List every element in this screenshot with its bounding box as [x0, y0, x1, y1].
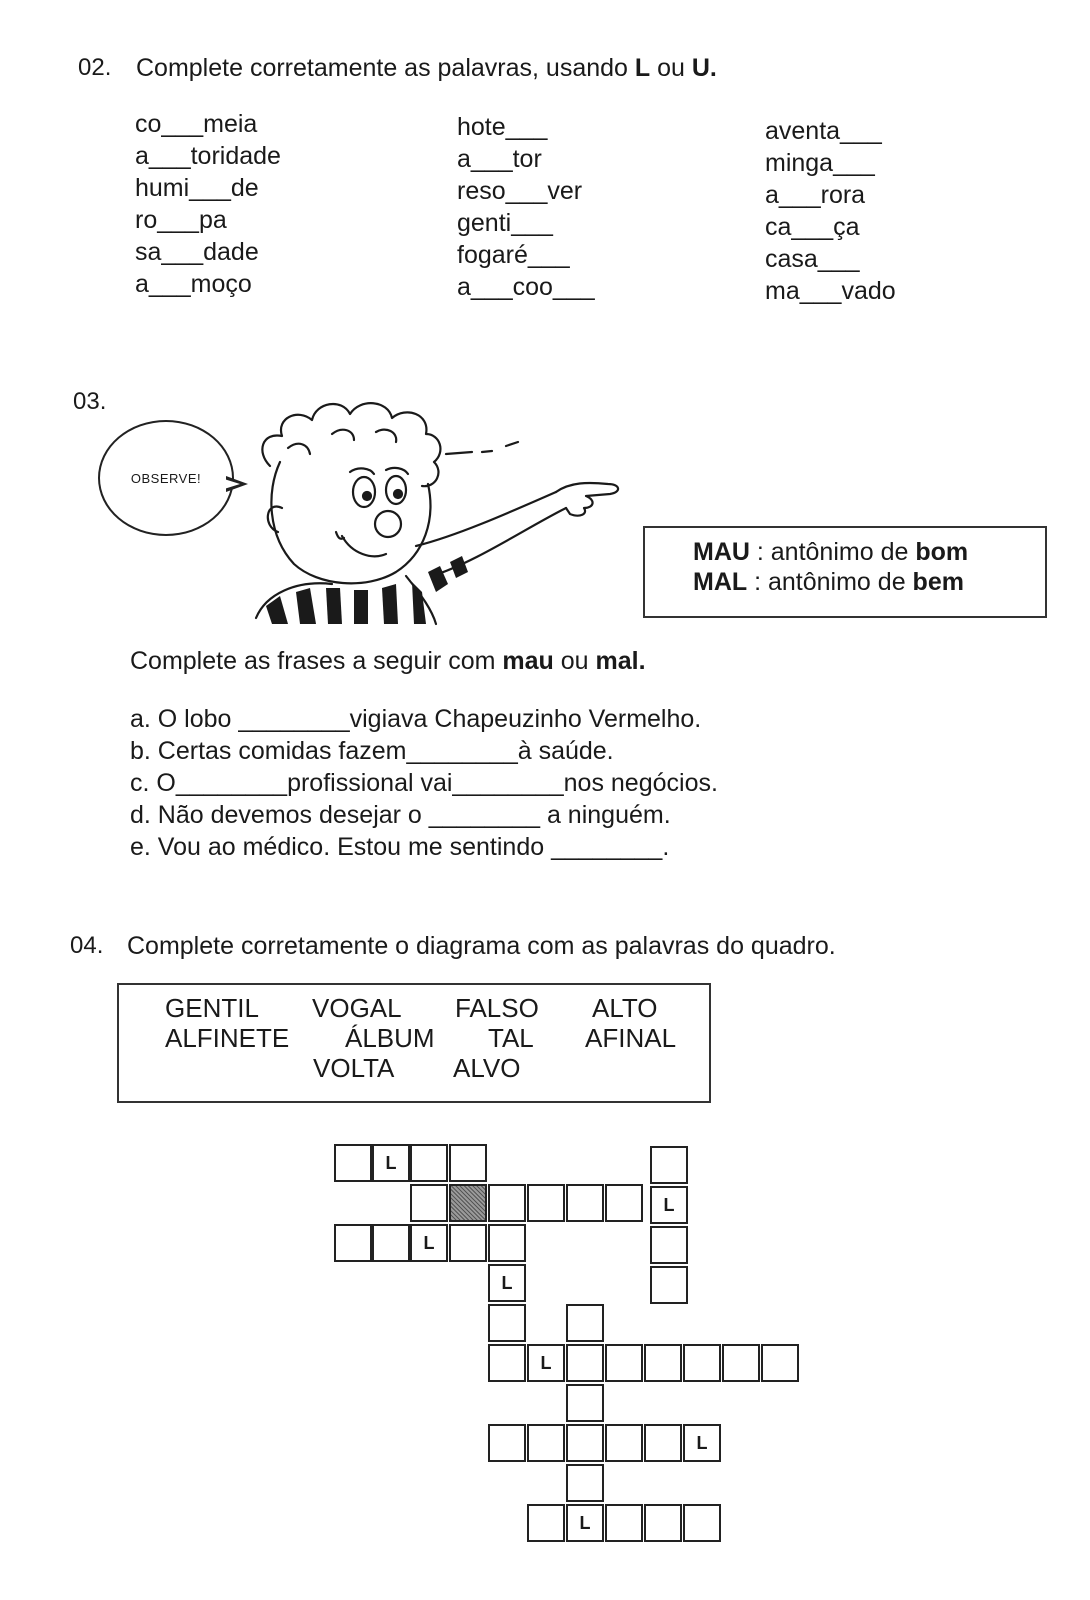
word-item: a___coo___ [457, 273, 595, 301]
q2-instruction-pre: Complete corretamente as palavras, usando [136, 54, 635, 82]
bom-word: bom [915, 538, 969, 566]
word-item: ca___ça [765, 213, 860, 241]
pointing-hand-icon [556, 483, 618, 516]
crossword-cell-given[interactable]: L [683, 1424, 721, 1462]
crossword-cell[interactable] [527, 1504, 565, 1542]
pointing-boy-illustration [236, 396, 646, 626]
word-bank-item: AFINAL [585, 1023, 677, 1053]
crossword-cell[interactable] [527, 1424, 565, 1462]
crossword-cell[interactable] [410, 1184, 448, 1222]
crossword-cell-given[interactable]: L [372, 1144, 410, 1182]
crossword-cell[interactable] [644, 1424, 682, 1462]
hair-icon [262, 403, 440, 486]
q3-word-mal: mal. [595, 647, 646, 675]
crossword-cell[interactable] [527, 1184, 565, 1222]
crossword-cell-given[interactable]: L [527, 1344, 565, 1382]
crossword-cell[interactable] [722, 1344, 760, 1382]
crossword-cell[interactable] [650, 1266, 688, 1304]
crossword-cell[interactable] [683, 1344, 721, 1382]
crossword-cell[interactable] [605, 1184, 643, 1222]
crossword-cell-given[interactable]: L [410, 1224, 448, 1262]
word-bank-item: ALTO [592, 993, 658, 1023]
sentence-item: d. Não devemos desejar o ________ a ninguém. [130, 801, 671, 829]
word-bank-item: ALVO [453, 1053, 521, 1083]
word-bank-item: ÁLBUM [345, 1023, 435, 1053]
mal-word: MAL [693, 568, 748, 596]
word-item: a___tor [457, 145, 542, 173]
word-bank-item: VOGAL [312, 993, 402, 1023]
word-item: sa___dade [135, 238, 259, 266]
q2-instruction [136, 54, 717, 83]
crossword-cell[interactable] [488, 1184, 526, 1222]
word-bank-item: ALFINETE [165, 1023, 290, 1053]
crossword-cell[interactable] [566, 1424, 604, 1462]
q4-instruction: Complete corretamente o diagrama com as palavras do quadro. [127, 932, 836, 960]
mau-definition: : antônimo de [749, 538, 916, 566]
q3-instruction-mid: ou [553, 647, 596, 675]
word-item: a___rora [765, 181, 866, 209]
crossword-cell[interactable] [566, 1304, 604, 1342]
crossword-cell[interactable] [488, 1304, 526, 1342]
q2-instruction-mid: ou [650, 54, 692, 82]
crossword-cell[interactable] [449, 1224, 487, 1262]
crossword-cell-given[interactable]: L [488, 1264, 526, 1302]
word-bank-item: TAL [488, 1023, 534, 1053]
crossword-cell[interactable] [372, 1224, 410, 1262]
bem-word: bem [912, 568, 964, 596]
word-item: minga___ [765, 149, 875, 177]
crossword-cell[interactable] [566, 1384, 604, 1422]
mau-word: MAU [693, 538, 750, 566]
mau-row [693, 538, 968, 567]
q4-number: 04. [70, 932, 104, 959]
word-item: casa___ [765, 245, 860, 273]
word-item: aventa___ [765, 117, 882, 145]
crossword-cell[interactable] [683, 1504, 721, 1542]
crossword-cell[interactable] [605, 1504, 643, 1542]
arm-icon [416, 492, 556, 546]
crossword-cell[interactable] [761, 1344, 799, 1382]
q2-column-3 [765, 115, 896, 307]
word-item: ro___pa [135, 206, 227, 234]
head-icon [271, 462, 430, 583]
word-item: a___toridade [135, 142, 281, 170]
sentence-item: a. O lobo ________vigiava Chapeuzinho Vermelho. [130, 705, 702, 733]
crossword-cell[interactable] [488, 1424, 526, 1462]
crossword-cell[interactable] [410, 1144, 448, 1182]
word-bank-item: FALSO [455, 993, 539, 1023]
q3-word-mau: mau [502, 647, 554, 675]
word-item: ma___vado [765, 277, 896, 305]
q3-instruction-pre: Complete as frases a seguir com [130, 647, 503, 675]
mal-definition: : antônimo de [747, 568, 913, 596]
crossword-cell[interactable] [334, 1224, 372, 1262]
sentence-item: e. Vou ao médico. Estou me sentindo ________. [130, 833, 670, 861]
word-item: reso___ver [457, 177, 583, 205]
crossword-cell-given[interactable]: L [566, 1504, 604, 1542]
crossword-cell[interactable] [566, 1184, 604, 1222]
crossword-cell[interactable] [650, 1146, 688, 1184]
q2-letter-u: U. [691, 54, 717, 82]
crossword-cell[interactable] [449, 1144, 487, 1182]
word-bank-item: VOLTA [313, 1053, 395, 1083]
word-item: hote___ [457, 113, 548, 141]
q2-letter-l: L [634, 54, 651, 82]
crossword-cell[interactable] [488, 1224, 526, 1262]
speech-bubble [98, 420, 234, 536]
sentence-item: b. Certas comidas fazem________à saúde. [130, 737, 614, 765]
q3-sentences [130, 703, 718, 863]
word-item: fogaré___ [457, 241, 570, 269]
crossword-cell-given[interactable]: L [650, 1186, 688, 1224]
q2-column-1 [135, 108, 281, 300]
crossword-cell[interactable] [566, 1464, 604, 1502]
word-item: genti___ [457, 209, 553, 237]
mal-row [693, 568, 964, 597]
word-bank-box [117, 983, 711, 1103]
word-bank-item: GENTIL [165, 993, 259, 1023]
crossword-cell[interactable] [566, 1344, 604, 1382]
crossword-cell[interactable] [605, 1424, 643, 1462]
crossword-cell[interactable] [644, 1344, 682, 1382]
crossword-cell[interactable] [488, 1344, 526, 1382]
crossword-cell[interactable] [650, 1226, 688, 1264]
crossword-cell[interactable] [334, 1144, 372, 1182]
crossword-cell[interactable] [605, 1344, 643, 1382]
q3-number: 03. [73, 388, 107, 415]
bubble-text: OBSERVE! [130, 470, 202, 486]
sentence-item: c. O________profissional vai________nos negócios. [130, 769, 718, 797]
mau-mal-box [643, 526, 1047, 618]
crossword-cell[interactable] [644, 1504, 682, 1542]
crossword-black-cell [449, 1184, 487, 1222]
q2-number: 02. [78, 54, 112, 81]
word-item: a___moço [135, 270, 252, 298]
word-item: co___meia [135, 110, 258, 138]
q2-column-2 [457, 111, 595, 303]
word-item: humi___de [135, 174, 259, 202]
q3-instruction [130, 647, 646, 676]
